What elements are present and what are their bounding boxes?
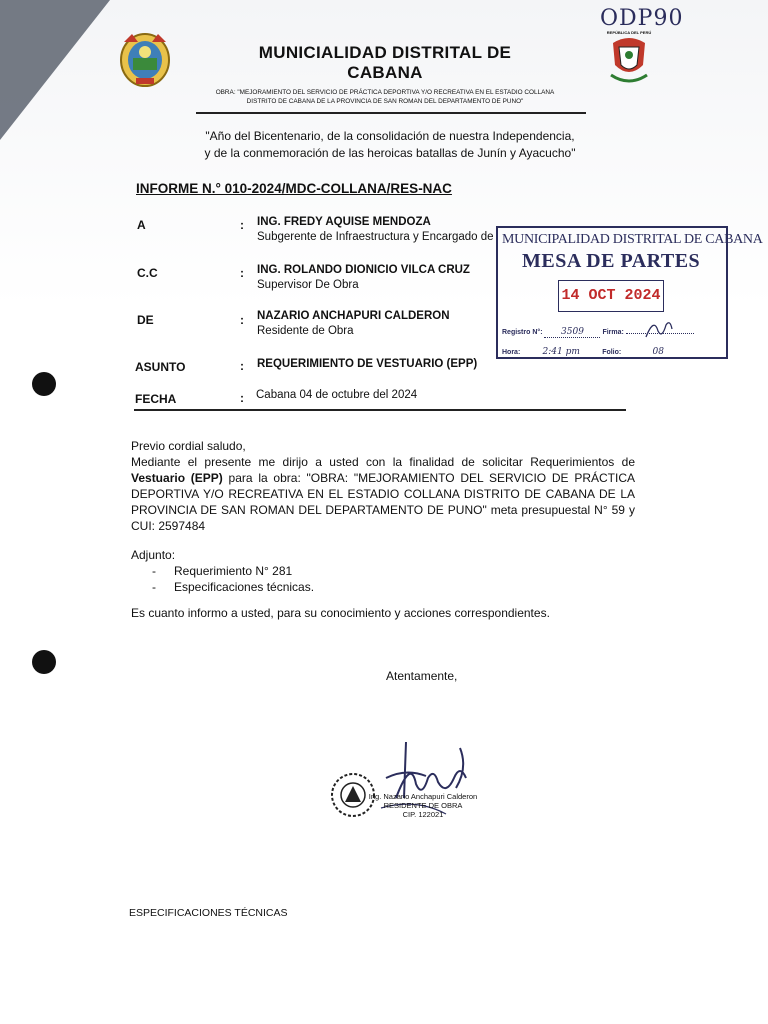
mesa-de-partes-stamp bbox=[496, 226, 763, 359]
list-item: - Especificaciones técnicas. bbox=[152, 580, 315, 594]
footer-heading: ESPECIFICACIONES TÉCNICAS bbox=[129, 907, 288, 919]
field-colon: : bbox=[240, 218, 244, 232]
informe-number: INFORME N.° 010-2024/MDC-COLLANA/RES-NAC bbox=[136, 181, 452, 196]
closing-line: Es cuanto informo a usted, para su conocimiento y acciones correspondientes. bbox=[131, 606, 550, 620]
stamp-title: MUNICIPALIDAD DISTRITAL DE CABANA bbox=[502, 232, 763, 247]
stamp-registro-row: Registro N°: 3509 Firma: bbox=[502, 327, 694, 338]
stamp-date: 14 OCT 2024 bbox=[558, 280, 664, 312]
field-value-fecha: Cabana 04 de octubre del 2024 bbox=[256, 389, 418, 401]
fields-rule bbox=[134, 409, 626, 411]
field-value-de: NAZARIO ANCHAPURI CALDERON Residente de Obra bbox=[257, 310, 450, 337]
field-colon: : bbox=[240, 359, 244, 373]
punch-hole bbox=[32, 372, 56, 396]
field-label-de: DE bbox=[137, 313, 154, 327]
header-rule bbox=[196, 112, 586, 114]
peru-coat-of-arms-icon bbox=[609, 35, 649, 85]
field-value-cc: ING. ROLANDO DIONICIO VILCA CRUZ Supervisor De Obra bbox=[257, 264, 470, 291]
greeting: Previo cordial saludo, bbox=[131, 439, 246, 453]
field-colon: : bbox=[240, 266, 244, 280]
atentamente: Atentamente, bbox=[386, 669, 458, 683]
field-label-fecha: FECHA bbox=[135, 392, 177, 406]
municipality-title: MUNICIALIDAD DISTRITAL DE CABANA bbox=[258, 43, 512, 82]
scan-corner-shadow bbox=[0, 0, 110, 140]
field-value-a: ING. FREDY AQUISE MENDOZA Subgerente de Infraestructura y Encargado de bbox=[257, 216, 494, 243]
letter-body bbox=[131, 438, 635, 534]
main-paragraph: Mediante el presente me dirijo a usted con la finalidad de solicitar Requerimientos de Vestuario (EPP) para la obra: "OBRA: "MEJORAMIENTO DEL SERVICIO DE PRÁCTICA DEPORTIVA Y/O RECREATIVA EN EL ESTADIO COLLANA DISTRITO DE CABANA DE LA PROVINCIA DE SAN ROMAN DEL DEPARTAMENTO DE PUNO" meta presupuestal N° 59 y CUI: 2597484 bbox=[131, 455, 635, 533]
punch-hole bbox=[32, 650, 56, 674]
handwritten-reference: ODP90 bbox=[600, 6, 684, 31]
adjunto-label: Adjunto: bbox=[131, 548, 176, 562]
list-item: - Requerimiento N° 281 bbox=[152, 564, 293, 578]
peru-seal: REPÚBLICA DEL PERÚ bbox=[606, 30, 652, 90]
field-value-asunto: REQUERIMIENTO DE VESTUARIO (EPP) bbox=[257, 358, 478, 370]
stamp-subtitle: MESA DE PARTES bbox=[522, 250, 701, 272]
signature-block: Ing. Nazario Anchapuri Calderon RESIDENTE DE OBRA CIP. 122021 bbox=[368, 792, 478, 819]
field-label-a: A bbox=[137, 218, 146, 232]
field-label-asunto: ASUNTO bbox=[135, 360, 186, 374]
field-label-cc: C.C bbox=[137, 266, 158, 280]
obra-subtitle: OBRA: "MEJORAMIENTO DEL SERVICIO DE PRÁCTICA DEPORTIVA Y/O RECREATIVA EN EL ESTADIO COLLANA DISTRITO DE CABANA DE LA PROVINCIA DE SAN ROMAN DEL DEPARTAMENTO DE PUNO" bbox=[215, 89, 555, 105]
stamp-hora-row: Hora: 2:41 pm Folio: 08 bbox=[502, 347, 693, 358]
adjunto-list bbox=[152, 563, 314, 595]
year-motto: "Año del Bicentenario, de la consolidación de nuestra Independencia, y de la conmemoración de las heroicas batallas de Junín y Ayacucho" bbox=[204, 129, 576, 160]
firma-scribble-icon bbox=[644, 321, 674, 339]
field-colon: : bbox=[240, 313, 244, 327]
field-colon: : bbox=[240, 391, 244, 405]
municipality-logo-icon bbox=[118, 30, 172, 88]
